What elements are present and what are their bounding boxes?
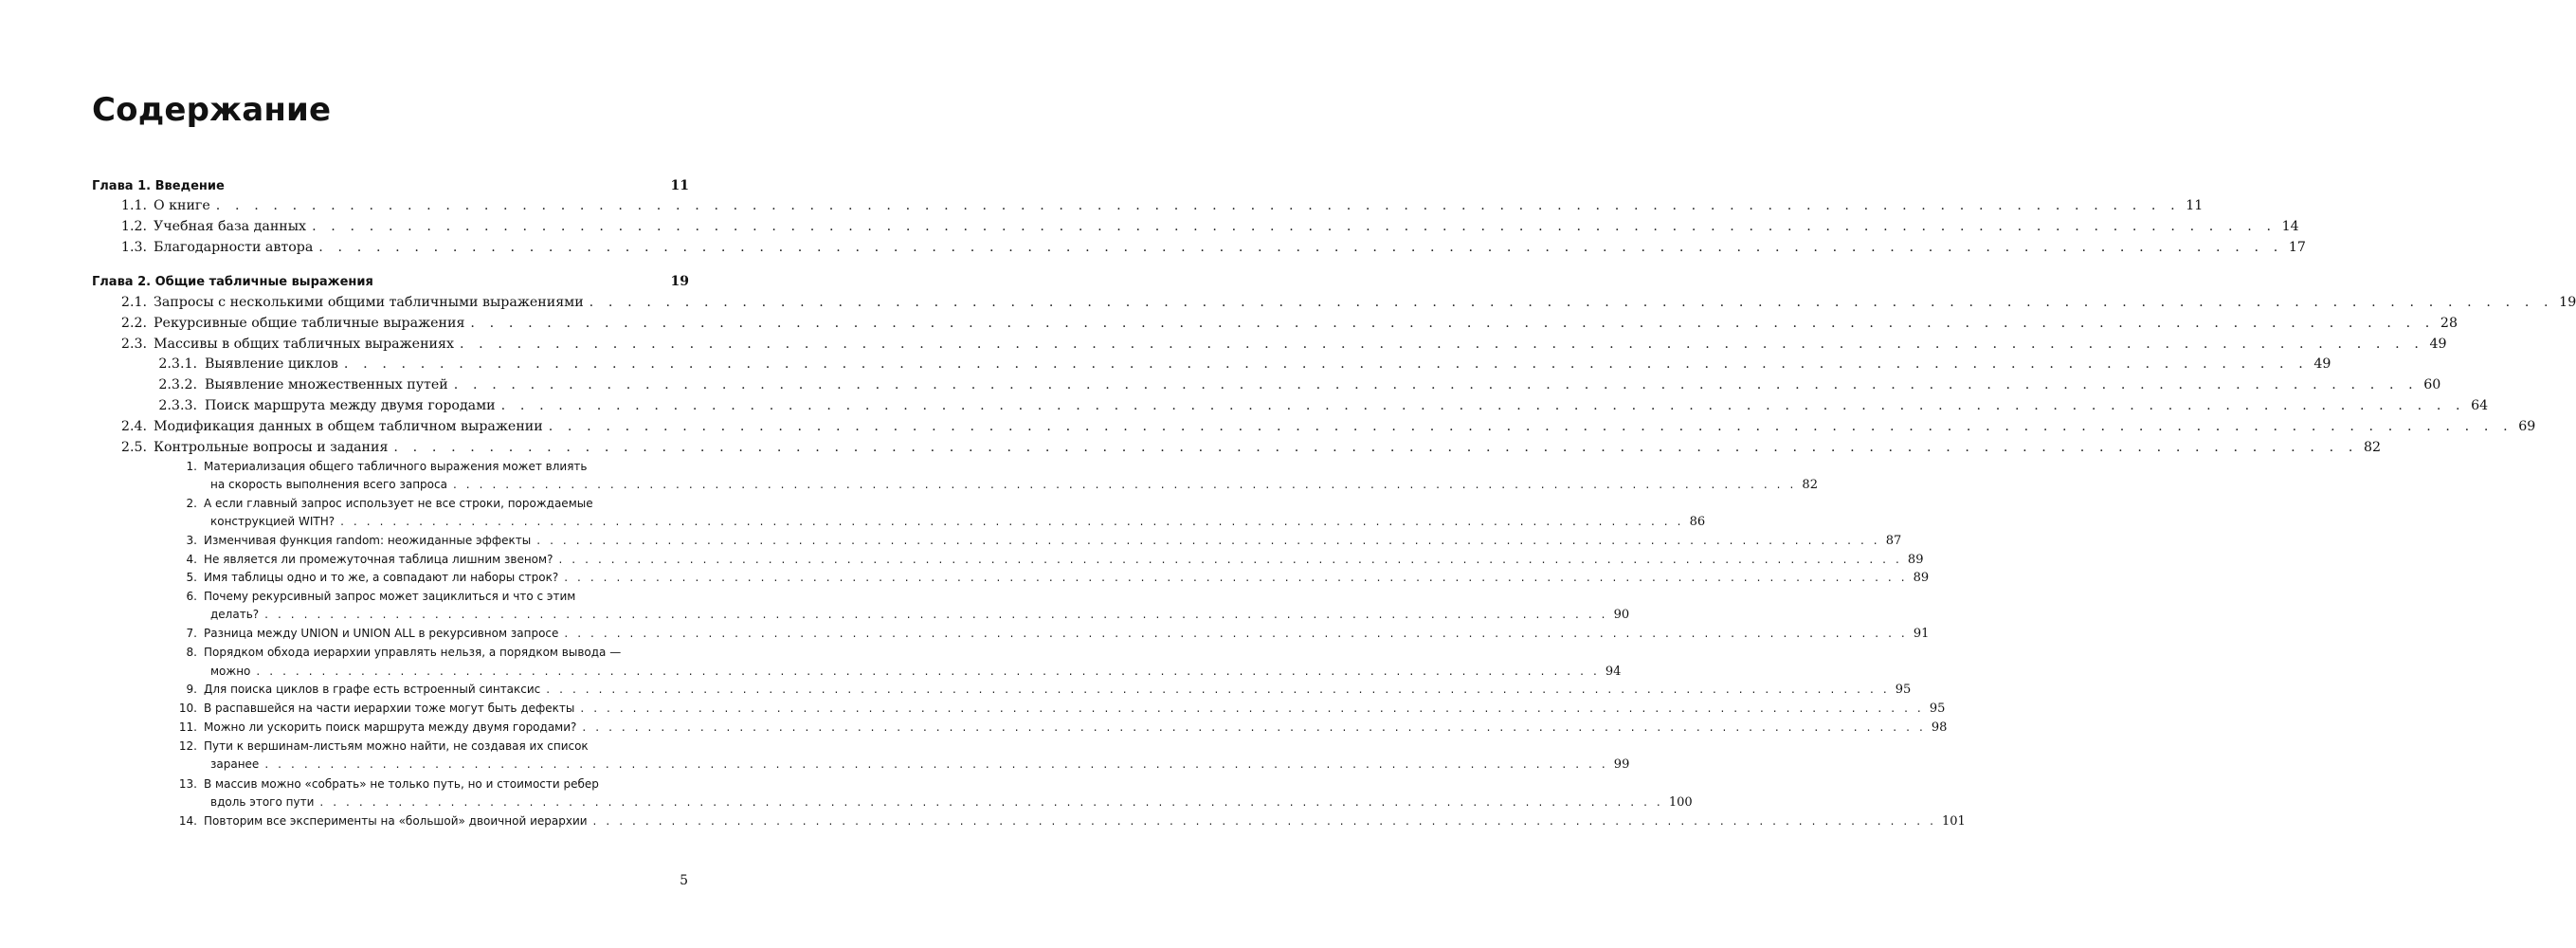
toc-subsection-2-3-2[interactable] [154,377,2441,392]
toc-question-13-continued[interactable] [204,795,1693,810]
toc-question-1-continued[interactable] [204,478,1818,492]
question-title: Имя таблицы одно и то же, а совпадают ли наборы строк? [204,571,559,584]
question-title-continued: на скорость выполнения всего запроса [210,478,447,491]
page-number: 100 [1668,795,1693,810]
dot-leader: . . . . . . . . . . . . . . . . . . . . . . . . . . . . . . . . . . . . . . . . . . . . . . . . . . . . . . . . . . . . . . . . . . . . . . . . . . . . . . . . . . . . . . . . . . . . . . . . . . . . . . . [564,571,1908,584]
chapter-title: Глава 1. Введение [92,179,225,193]
question-number: 11. [178,720,197,734]
question-title-continued: заранее [210,757,260,771]
page-title: Содержание [92,91,332,129]
page-number: 95 [1895,683,1912,697]
dot-leader: . . . . . . . . . . . . . . . . . . . . . . . . . . . . . . . . . . . . . . . . . . . . . . . . . . . . . . . . . . . . . . . . . . . . . . . . . . . . . . . . . . . . . . . . . . . . . . . . . . . . . . . [343,356,2309,372]
question-number: 13. [178,777,197,791]
subsection-number: 2.3.3. [158,398,197,413]
section-number: 1.3. [120,240,147,255]
toc-section-2-5[interactable] [114,440,2381,455]
question-title: Можно ли ускорить поиск маршрута между двумя городами? [204,720,577,734]
question-number: 12. [178,739,197,753]
dot-leader: . . . . . . . . . . . . . . . . . . . . . . . . . . . . . . . . . . . . . . . . . . . . . . . . . . . . . . . . . . . . . . . . . . . . . . . . . . . . . . . . . . . . . . . . . . . . . . . . . . . . . . . [264,757,1608,771]
dot-leader: . . . . . . . . . . . . . . . . . . . . . . . . . . . . . . . . . . . . . . . . . . . . . . . . . . . . . . . . . . . . . . . . . . . . . . . . . . . . . . . . . . . . . . . . . . . . . . . . . . . . . . . [256,665,1600,678]
toc-question-8-continued[interactable] [204,665,1622,679]
subsection-title: Поиск маршрута между двумя городами [205,398,496,413]
toc-section-1-3[interactable] [114,240,2306,255]
dot-leader: . . . . . . . . . . . . . . . . . . . . . . . . . . . . . . . . . . . . . . . . . . . . . . . . . . . . . . . . . . . . . . . . . . . . . . . . . . . . . . . . . . . . . . . . . . . . . . . . . . . . . . . [546,683,1890,696]
page-number: 87 [1885,534,1902,548]
page-folio-number: 5 [680,873,688,888]
question-number: 3. [186,534,197,547]
toc-question-9[interactable] [171,683,1912,697]
page-number: 98 [1931,720,1948,735]
question-title-continued: конструкцией WITH? [210,515,336,528]
page-number: 11 [670,178,689,193]
section-number: 1.1. [120,198,147,213]
question-title: Почему рекурсивный запрос может зациклиться и что с этим [204,590,576,603]
toc-chapter-1[interactable] [92,178,689,193]
question-number: 1. [186,460,197,473]
dot-leader: . . . . . . . . . . . . . . . . . . . . . . . . . . . . . . . . . . . . . . . . . . . . . . . . . . . . . . . . . . . . . . . . . . . . . . . . . . . . . . . . . . . . . . . . . . . . . . . . . . . . . . . [564,627,1908,640]
question-title: В распавшейся на части иерархии тоже могут быть дефекты [204,702,575,715]
dot-leader: . . . . . . . . . . . . . . . . . . . . . . . . . . . . . . . . . . . . . . . . . . . . . . . . . . . . . . . . . . . . . . . . . . . . . . . . . . . . . . . . . . . . . . . . . . . . . . . . . . . . . . . [453,377,2419,392]
page-number: 101 [1942,814,1966,829]
toc-section-2-3[interactable] [114,337,2447,352]
dot-leader: . . . . . . . . . . . . . . . . . . . . . . . . . . . . . . . . . . . . . . . . . . . . . . . . . . . . . . . . . . . . . . . . . . . . . . . . . . . . . . . . . . . . . . . . . . . . . . . . . . . . . . . [318,240,2283,255]
page-number: 19 [670,274,689,289]
question-title: Разница между UNION и UNION ALL в рекурсивном запросе [204,627,559,640]
question-title-continued: можно [210,665,251,678]
question-title: А если главный запрос использует не все строки, порождаемые [204,497,593,510]
dot-leader: . . . . . . . . . . . . . . . . . . . . . . . . . . . . . . . . . . . . . . . . . . . . . . . . . . . . . . . . . . . . . . . . . . . . . . . . . . . . . . . . . . . . . . . . . . . . . . . . . . . . . . . [548,419,2513,434]
dot-leader: . . . . . . . . . . . . . . . . . . . . . . . . . . . . . . . . . . . . . . . . . . . . . . . . . . . . . . . . . . . . . . . . . . . . . . . . . . . . . . . . . . . . . . . . . . . . . . . . . . . . . . . [582,720,1926,734]
toc-question-10[interactable] [171,702,1946,716]
toc-section-2-2[interactable] [114,316,2458,331]
question-title: Не является ли промежуточная таблица лишним звеном? [204,553,553,566]
page-number: 95 [1929,702,1946,716]
subsection-number: 2.3.2. [158,377,197,392]
question-number: 5. [186,571,197,584]
question-number: 2. [186,497,197,510]
toc-question-14[interactable] [171,814,1966,829]
dot-leader: . . . . . . . . . . . . . . . . . . . . . . . . . . . . . . . . . . . . . . . . . . . . . . . . . . . . . . . . . . . . . . . . . . . . . . . . . . . . . . . . . . . . . . . . . . . . . . . . . . . . . . . [580,702,1924,715]
section-number: 2.4. [120,419,147,434]
question-title: В массив можно «собрать» не только путь, но и стоимости ребер [204,777,599,791]
dot-leader: . . . . . . . . . . . . . . . . . . . . . . . . . . . . . . . . . . . . . . . . . . . . . . . . . . . . . . . . . . . . . . . . . . . . . . . . . . . . . . . . . . . . . . . . . . . . . . . . . . . . . . . [470,316,2435,331]
page-number: 86 [1689,515,1706,529]
toc-question-6-continued[interactable] [204,608,1630,622]
dot-leader: . . . . . . . . . . . . . . . . . . . . . . . . . . . . . . . . . . . . . . . . . . . . . . . . . . . . . . . . . . . . . . . . . . . . . . . . . . . . . . . . . . . . . . . . . . . . . . . . . . . . . . . [589,295,2554,310]
question-number: 10. [178,702,197,715]
section-title: Модификация данных в общем табличном выражении [154,419,543,434]
toc-question-2[interactable] [171,497,689,510]
dot-leader: . . . . . . . . . . . . . . . . . . . . . . . . . . . . . . . . . . . . . . . . . . . . . . . . . . . . . . . . . . . . . . . . . . . . . . . . . . . . . . . . . . . . . . . . . . . . . . . . . . . . . . . [215,198,2181,213]
toc-subsection-2-3-1[interactable] [154,356,2331,372]
page-number: 19 [2559,295,2576,310]
toc-question-3[interactable] [171,534,1902,548]
section-title: Рекурсивные общие табличные выражения [154,316,465,331]
question-number: 7. [186,627,197,640]
toc-question-7[interactable] [171,627,1930,641]
toc-question-2-continued[interactable] [204,515,1706,529]
dot-leader: . . . . . . . . . . . . . . . . . . . . . . . . . . . . . . . . . . . . . . . . . . . . . . . . . . . . . . . . . . . . . . . . . . . . . . . . . . . . . . . . . . . . . . . . . . . . . . . . . . . . . . . [500,398,2466,413]
question-title: Изменчивая функция random: неожиданные эффекты [204,534,532,547]
toc-question-11[interactable] [171,720,1948,735]
toc-question-12-continued[interactable] [204,757,1630,772]
question-title: Для поиска циклов в графе есть встроенный синтаксис [204,683,541,696]
page-number: 17 [2288,240,2306,255]
section-number: 1.2. [120,219,147,234]
question-number: 9. [186,683,197,696]
page-number: 99 [1613,757,1630,772]
subsection-number: 2.3.1. [158,356,197,372]
page-number: 82 [2363,440,2381,455]
page-number: 69 [2518,419,2536,434]
section-title: О книге [154,198,210,213]
question-number: 14. [178,814,197,828]
question-number: 4. [186,553,197,566]
question-number: 8. [186,646,197,659]
question-title: Материализация общего табличного выражения может влиять [204,460,588,473]
page-number: 14 [2281,219,2299,234]
dot-leader: . . . . . . . . . . . . . . . . . . . . . . . . . . . . . . . . . . . . . . . . . . . . . . . . . . . . . . . . . . . . . . . . . . . . . . . . . . . . . . . . . . . . . . . . . . . . . . . . . . . . . . . [558,553,1902,566]
dot-leader: . . . . . . . . . . . . . . . . . . . . . . . . . . . . . . . . . . . . . . . . . . . . . . . . . . . . . . . . . . . . . . . . . . . . . . . . . . . . . . . . . . . . . . . . . . . . . . . . . . . . . . . [264,608,1608,621]
subsection-title: Выявление циклов [205,356,338,372]
toc-section-1-1[interactable] [114,198,2204,213]
dot-leader: . . . . . . . . . . . . . . . . . . . . . . . . . . . . . . . . . . . . . . . . . . . . . . . . . . . . . . . . . . . . . . . . . . . . . . . . . . . . . . . . . . . . . . . . . . . . . . . . . . . . . . . [592,814,1937,828]
page-number: 64 [2471,398,2489,413]
page-number: 89 [1907,553,1924,567]
dot-leader: . . . . . . . . . . . . . . . . . . . . . . . . . . . . . . . . . . . . . . . . . . . . . . . . . . . . . . . . . . . . . . . . . . . . . . . . . . . . . . . . . . . . . . . . . . . . . . . . . . . . . . . [393,440,2358,455]
toc-question-13[interactable] [171,777,689,791]
section-title: Учебная база данных [154,219,307,234]
section-number: 2.3. [120,337,147,352]
question-title-continued: вдоль этого пути [210,795,315,809]
page-number: 60 [2423,377,2441,392]
section-number: 2.2. [120,316,147,331]
toc-question-12[interactable] [171,739,689,753]
section-number: 2.5. [120,440,147,455]
section-title: Благодарности автора [154,240,314,255]
page-number: 11 [2186,198,2204,213]
page-number: 91 [1913,627,1930,641]
dot-leader: . . . . . . . . . . . . . . . . . . . . . . . . . . . . . . . . . . . . . . . . . . . . . . . . . . . . . . . . . . . . . . . . . . . . . . . . . . . . . . . . . . . . . . . . . . . . . . . . . . . . . . . [319,795,1663,809]
toc-section-1-2[interactable] [114,219,2299,234]
toc-section-2-1[interactable] [114,295,2576,310]
toc-question-8[interactable] [171,646,689,659]
page-number: 49 [2313,356,2331,372]
toc-question-6[interactable] [171,590,689,603]
page-number: 28 [2440,316,2458,331]
dot-leader: . . . . . . . . . . . . . . . . . . . . . . . . . . . . . . . . . . . . . . . . . . . . . . . . . . . . . . . . . . . . . . . . . . . . . . . . . . . . . . . . . . . . . . . . . . . . . . . . . . . . . . . [340,515,1684,528]
section-title: Массивы в общих табличных выражениях [154,337,454,352]
section-title: Контрольные вопросы и задания [154,440,389,455]
toc-subsection-2-3-3[interactable] [154,398,2489,413]
toc-question-4[interactable] [171,553,1924,567]
page-number: 82 [1802,478,1818,492]
question-title: Повторим все эксперименты на «большой» двоичной иерархии [204,814,588,828]
dot-leader: . . . . . . . . . . . . . . . . . . . . . . . . . . . . . . . . . . . . . . . . . . . . . . . . . . . . . . . . . . . . . . . . . . . . . . . . . . . . . . . . . . . . . . . . . . . . . . . . . . . . . . . [536,534,1880,547]
toc-question-1[interactable] [171,460,689,473]
dot-leader: . . . . . . . . . . . . . . . . . . . . . . . . . . . . . . . . . . . . . . . . . . . . . . . . . . . . . . . . . . . . . . . . . . . . . . . . . . . . . . . . . . . . . . . . . . . . . . . . . . . . . . . [459,337,2424,352]
dot-leader: . . . . . . . . . . . . . . . . . . . . . . . . . . . . . . . . . . . . . . . . . . . . . . . . . . . . . . . . . . . . . . . . . . . . . . . . . . . . . . . . . . . . . . . . . . . . . . . . . . . . . . . [312,219,2277,234]
page-number: 89 [1913,571,1930,585]
dot-leader: . . . . . . . . . . . . . . . . . . . . . . . . . . . . . . . . . . . . . . . . . . . . . . . . . . . . . . . . . . . . . . . . . . . . . . . . . . . . . . . . . . . . . . . . . . . . . . . . . . . . . . . [452,478,1797,491]
page-number: 94 [1605,665,1622,679]
question-title: Пути к вершинам-листьям можно найти, не создавая их список [204,739,589,753]
toc-question-5[interactable] [171,571,1930,585]
subsection-title: Выявление множественных путей [205,377,448,392]
question-title: Порядком обхода иерархии управлять нельзя, а порядком вывода — [204,646,622,659]
section-number: 2.1. [120,295,147,310]
page-number: 49 [2429,337,2447,352]
section-title: Запросы с несколькими общими табличными выражениями [154,295,584,310]
toc-section-2-4[interactable] [114,419,2536,434]
page-number: 90 [1613,608,1630,622]
toc-chapter-2[interactable] [92,274,689,289]
chapter-title: Глава 2. Общие табличные выражения [92,275,373,289]
question-title-continued: делать? [210,608,260,621]
question-number: 6. [186,590,197,603]
